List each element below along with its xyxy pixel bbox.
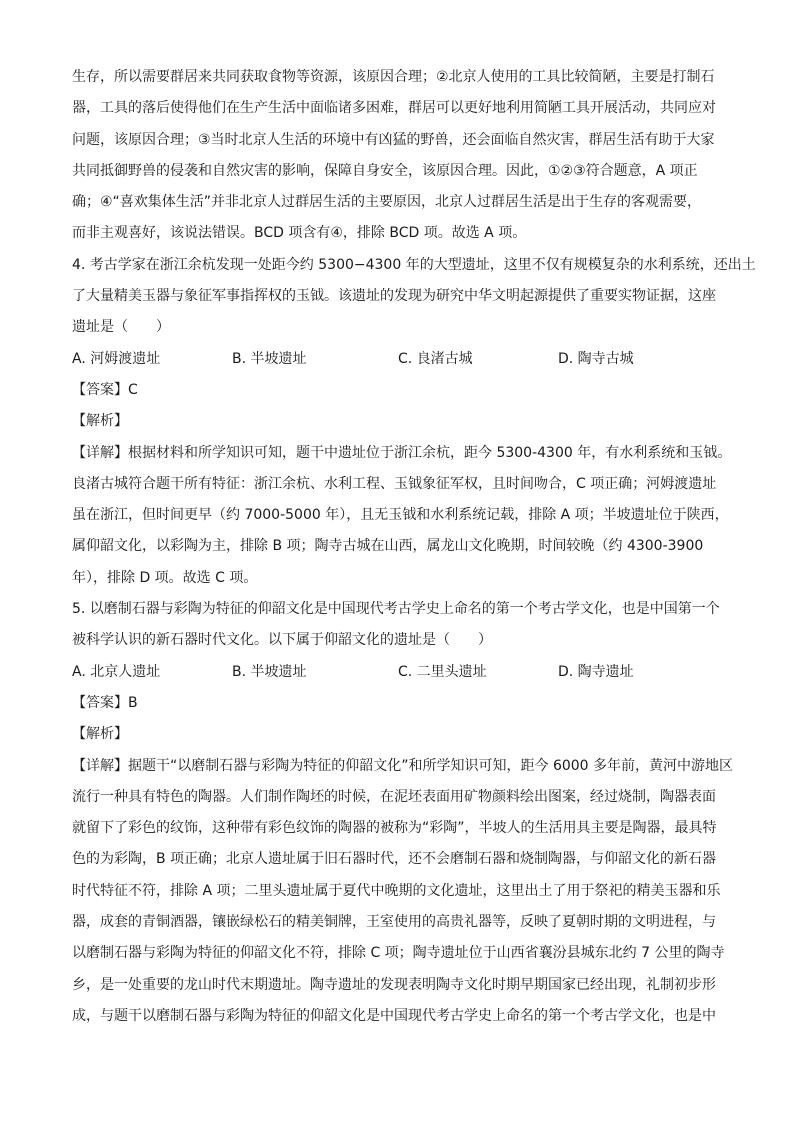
text-line: 确；④“喜欢集体生活”并非北京人过群居生活的主要原因，北京人过群居生活是出于生存的客观需要， xyxy=(72,194,702,211)
text-line: 问题，该原因合理；③当时北京人生活的环境中有凶猛的野兽，还会面临自然灾害，群居生活有助于大家 xyxy=(72,131,715,148)
detail-line: 时代特征不符，排除 A 项；二里头遗址属于夏代中晚期的文化遗址，这里出土了用于祭祀的精美玉器和乐 xyxy=(72,882,721,899)
detail-line: 就留下了彩色的纹饰，这种带有彩色纹饰的陶器的被称为“彩陶”，半坡人的生活用具主要是陶器，最具特 xyxy=(72,820,717,837)
option-b: B. 半坡遗址 xyxy=(232,350,307,367)
detail-line: 属仰韶文化，以彩陶为主，排除 B 项；陶寺古城在山西，属龙山文化晚期，时间较晚（约 4300-3900 xyxy=(72,538,704,555)
option-c: C. 良渚古城 xyxy=(398,350,473,367)
option-d: D. 陶寺古城 xyxy=(558,350,634,367)
text-line: 共同抵御野兽的侵袭和自然灾害的影响，保障自身安全，该原因合理。因此，①②③符合题意，A 项正 xyxy=(72,162,698,179)
detail-line: 【详解】根据材料和所学知识可知，题干中遗址位于浙江余杭，距今 5300-4300 年，有水利系统和玉钺。 xyxy=(72,444,732,461)
question-stem-line: 了大量精美玉器与象征军事指挥权的玉钺。该遗址的发现为研究中华文明起源提供了重要实物证据，这座 xyxy=(72,288,716,305)
detail-line: 色的为彩陶，B 项正确；北京人遗址属于旧石器时代，还不会磨制石器和烧制陶器，与仰韶文化的新石器 xyxy=(72,851,717,868)
option-d: D. 陶寺遗址 xyxy=(558,663,634,680)
question-5 xyxy=(72,594,734,1032)
detail-line: 乡，是一处重要的龙山时代末期遗址。陶寺遗址的发现表明陶寺文化时期早期国家已经出现，礼制初步形 xyxy=(72,976,716,993)
detail-line: 流行一种具有特色的陶器。人们制作陶坯的时候，在泥坯表面用矿物颜料绘出图案，经过烧制，陶器表面 xyxy=(72,788,716,805)
text-line: 生存，所以需要群居来共同获取食物等资源，该原因合理；②北京人使用的工具比较简陋，主要是打制石 xyxy=(72,69,715,85)
text-line: 而非主观喜好，该说法错误。BCD 项含有④，排除 BCD 项。故选 A 项。 xyxy=(72,225,527,242)
detail-line: 良渚古城符合题干所有特征：浙江余杭、水利工程、玉钺象征军权，且时间吻合，C 项正确；河姆渡遗址 xyxy=(72,475,717,492)
answer-line: 【答案】B xyxy=(72,694,138,711)
detail-line: 器，成套的青铜酒器，镶嵌绿松石的精美铜牌，王室使用的高贵礼器等，反映了夏朝时期的文明进程，与 xyxy=(72,914,716,931)
detail-line: 年），排除 D 项。故选 C 项。 xyxy=(72,569,258,586)
question-stem-line: 遗址是（ ） xyxy=(72,319,170,336)
analysis-label: 【解析】 xyxy=(72,413,128,430)
question-stem-line: 4. 考古学家在浙江余杭发现一处距今约 5300−4300 年的大型遗址，这里不仅有规模复杂的水利系统，还出土 xyxy=(72,256,756,273)
previous-question-explanation xyxy=(72,62,724,250)
text-line: 器，工具的落后使得他们在生产生活中面临诸多困难，群居可以更好地利用简陋工具开展活动，共同应对 xyxy=(72,100,716,117)
document-page xyxy=(72,62,756,1032)
analysis-label: 【解析】 xyxy=(72,726,128,743)
detail-line: 虽在浙江，但时间更早（约 7000-5000 年），且无玉钺和水利系统记载，排除 A 项；半坡遗址位于陕西， xyxy=(72,507,729,524)
option-b: B. 半坡遗址 xyxy=(232,663,307,680)
question-stem-line: 5. 以磨制石器与彩陶为特征的仰韶文化是中国现代考古学史上命名的第一个考古学文化，也是中国第一个 xyxy=(72,601,720,618)
option-a: A. 北京人遗址 xyxy=(72,663,161,680)
detail-line: 【详解】据题干“以磨制石器与彩陶为特征的仰韶文化”和所学知识可知，距今 6000 多年前，黄河中游地区 xyxy=(72,757,734,774)
answer-options xyxy=(72,657,724,688)
answer-options xyxy=(72,344,724,375)
detail-line: 成，与题干以磨制石器与彩陶为特征的仰韶文化是中国现代考古学史上命名的第一个考古学文化，也是中 xyxy=(72,1007,716,1024)
question-4 xyxy=(72,250,756,594)
option-a: A. 河姆渡遗址 xyxy=(72,350,161,367)
question-stem-line: 被科学认识的新石器时代文化。以下属于仰韶文化的遗址是（ ） xyxy=(72,632,492,649)
option-c: C. 二里头遗址 xyxy=(398,663,487,680)
detail-line: 以磨制石器与彩陶为特征的仰韶文化不符，排除 C 项；陶寺遗址位于山西省襄汾县城东北约 7 公里的陶寺 xyxy=(72,945,725,962)
answer-line: 【答案】C xyxy=(72,381,138,398)
